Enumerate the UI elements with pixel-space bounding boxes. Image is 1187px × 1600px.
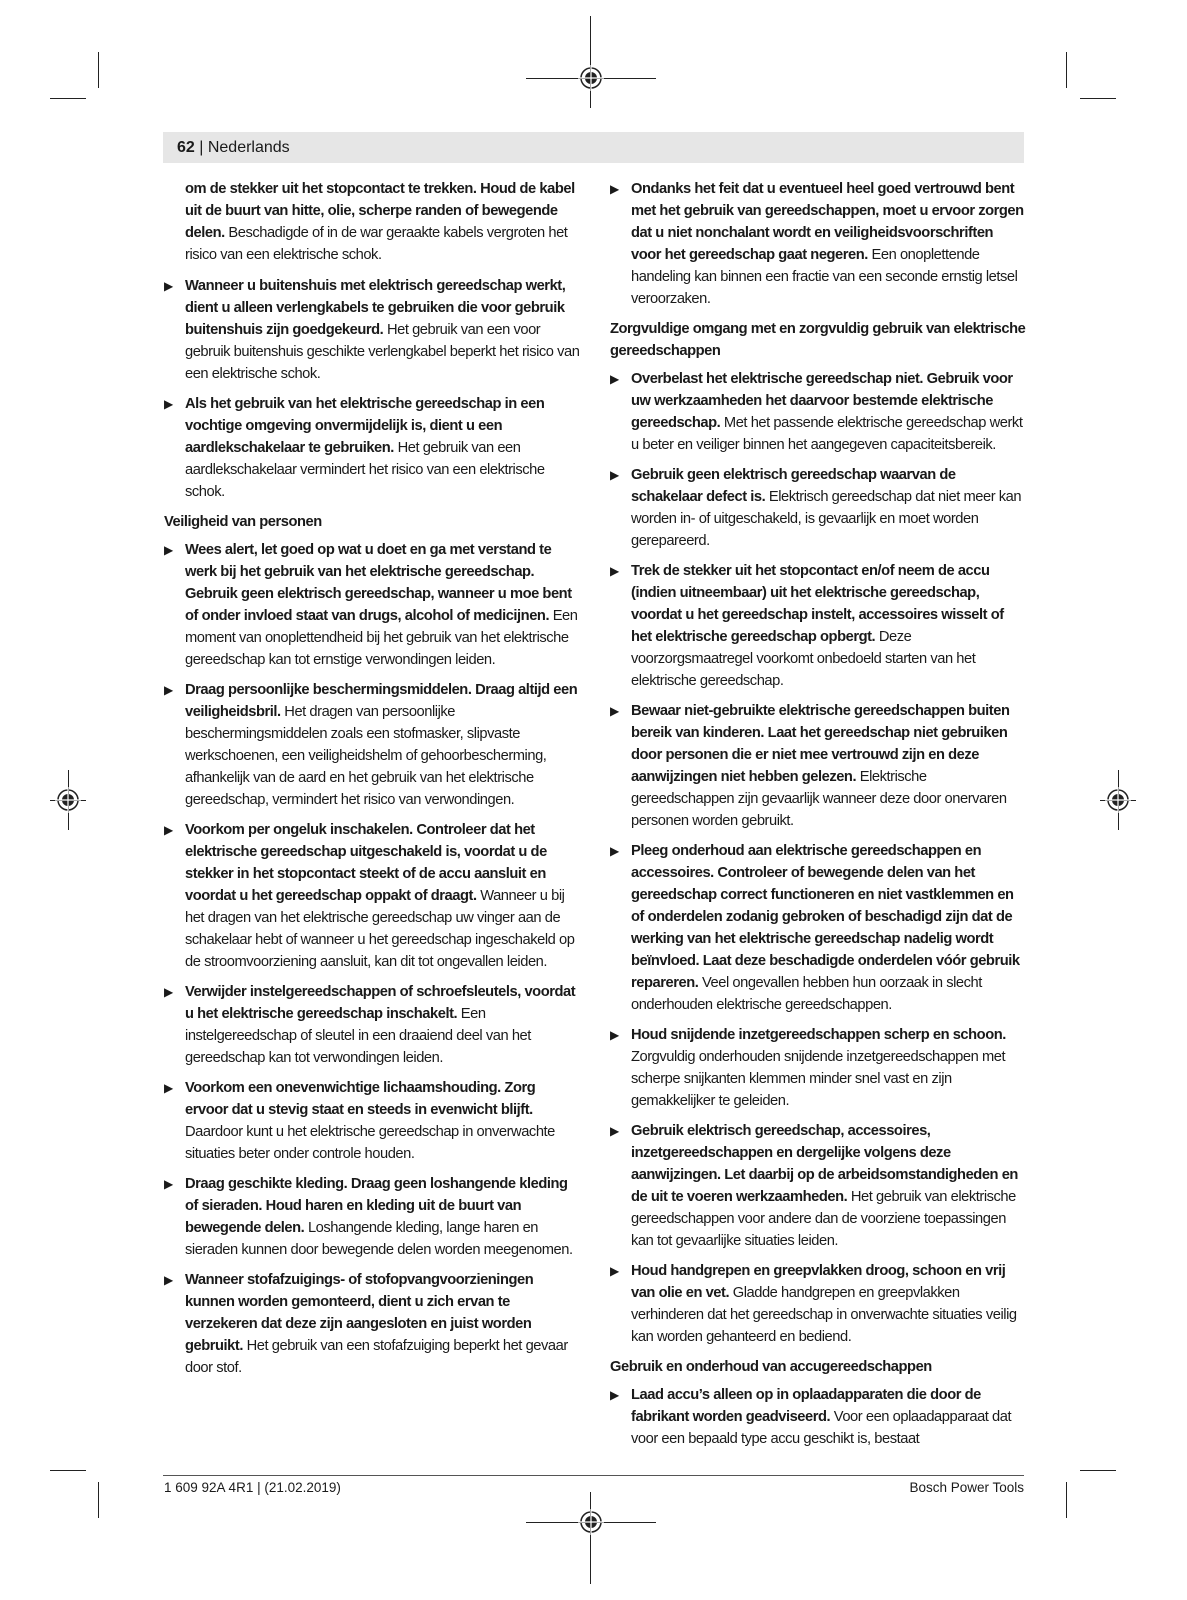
item-bold-text: Voorkom per ongeluk inschakelen. Controleer dat het elektrische gereedschap uitgeschakeld is, voordat u de stekker in het stopcontact steekt of de accu aansluit en voordat u het gereedschap oppakt of draagt. <box>185 822 547 904</box>
bullet-arrow-icon: ▶ <box>610 564 619 578</box>
bullet-arrow-icon: ▶ <box>610 844 619 858</box>
section-heading-tool-use: Zorgvuldige omgang met en zorgvuldig gebruik van elektrische gereedschappen <box>610 321 1026 359</box>
item-bold-text: Houd handgrepen en greepvlakken droog, schoon en vrij van olie en vet. <box>631 1263 1006 1301</box>
list-item <box>610 840 1026 1016</box>
registration-mark-icon <box>578 1509 604 1535</box>
crop-mark <box>590 1492 591 1584</box>
item-bold-text: Bewaar niet-gebruikte elektrische gereedschappen buiten bereik van kinderen. Laat het gereedschap niet gebruiken door personen die er niet mee vertrouwd zijn en deze aanwijzingen niet hebben gelezen. <box>631 703 1010 785</box>
bullet-arrow-icon: ▶ <box>610 372 619 386</box>
page-number: 62 <box>177 139 195 156</box>
list-item <box>164 1173 580 1261</box>
section-heading-battery-tools: Gebruik en onderhoud van accugereedschappen <box>610 1359 932 1375</box>
item-bold-text: Als het gebruik van het elektrische gereedschap in een vochtige omgeving onvermijdelijk is, dient u een aardlekschakelaar te gebruiken. <box>185 396 545 456</box>
list-item <box>610 1260 1026 1348</box>
bullet-arrow-icon: ▶ <box>164 397 173 411</box>
item-bold-text: Draag geschikte kleding. Draag geen loshangende kleding of sieraden. Houd haren en kleding uit de buurt van bewegende delen. <box>185 1176 568 1236</box>
registration-mark-icon <box>578 65 604 91</box>
header-separator: | <box>194 139 208 156</box>
crop-mark <box>1066 52 1067 88</box>
list-item <box>610 464 1026 552</box>
footer-brand: Bosch Power Tools <box>909 1480 1024 1495</box>
item-normal-text: Elektrische gereedschappen zijn gevaarlijk wanneer deze door onervaren personen worden gebruikt. <box>631 769 1007 829</box>
list-item <box>610 700 1026 832</box>
bullet-arrow-icon: ▶ <box>164 1081 173 1095</box>
bullet-arrow-icon: ▶ <box>610 1388 619 1402</box>
item-bold-text: Voorkom een onevenwichtige lichaamshouding. Zorg ervoor dat u stevig staat en steeds in evenwicht blijft. <box>185 1080 536 1118</box>
item-normal-text: Een onoplettende handeling kan binnen een fractie van een seconde ernstig letsel veroorzaken. <box>631 247 1018 307</box>
header-language: Nederlands <box>207 139 290 156</box>
bullet-arrow-icon: ▶ <box>610 1124 619 1138</box>
footer-rule <box>163 1475 1024 1476</box>
bullet-arrow-icon: ▶ <box>610 1028 619 1042</box>
registration-mark-icon <box>1105 787 1131 813</box>
intro-normal: Beschadigde of in de war geraakte kabels vergroten het risico van een elektrische schok. <box>185 225 568 263</box>
item-bold-text: Pleeg onderhoud aan elektrische gereedschappen en accessoires. Controleer of bewegende delen van het gereedschap correct functioneren en niet vastklemmen en of onderdelen zodanig gebroken of beschadigd zijn dat de werking van het elektrische gereedschap nadelig wordt beïnvloed. Laat deze beschadigde onderdelen vóór gebruik repareren. <box>631 843 1020 991</box>
item-normal-text: Met het passende elektrische gereedschap werkt u beter en veiliger binnen het aangegeven capaciteitsbereik. <box>631 415 1023 453</box>
item-bold-text: Gebruik geen elektrisch gereedschap waarvan de schakelaar defect is. <box>631 467 956 505</box>
item-normal-text: Daardoor kunt u het elektrische gereedschap in onverwachte situaties beter onder controle houden. <box>185 1124 555 1162</box>
bullet-arrow-icon: ▶ <box>164 1273 173 1287</box>
item-bold-text: Wanneer u buitenshuis met elektrisch gereedschap werkt, dient u alleen verlengkabels te gebruiken die voor gebruik buitenshuis zijn goedgekeurd. <box>185 278 566 338</box>
item-bold-text: Overbelast het elektrische gereedschap niet. Gebruik voor uw werkzaamheden het daarvoor bestemde elektrische gereedschap. <box>631 371 1013 431</box>
item-normal-text: Het gebruik van elektrische gereedschappen voor andere dan de voorziene toepassingen kan tot gevaarlijke situaties leiden. <box>631 1189 1016 1249</box>
crop-mark <box>1066 1482 1067 1518</box>
bullet-arrow-icon: ▶ <box>164 985 173 999</box>
item-normal-text: Deze voorzorgsmaatregel voorkomt onbedoeld starten van het elektrische gereedschap. <box>631 629 976 689</box>
item-bold-text: Wanneer stofafzuigings- of stofopvangvoorzieningen kunnen worden gemonteerd, dient u zich ervan te verzekeren dat deze zijn aangesloten en juist worden gebruikt. <box>185 1272 534 1354</box>
list-item <box>610 1024 1026 1112</box>
crop-mark <box>50 1470 86 1471</box>
item-bold-text: Verwijder instelgereedschappen of schroefsleutels, voordat u het elektrische gereedschap inschakelt. <box>185 984 576 1022</box>
list-item <box>610 1120 1026 1252</box>
bullet-arrow-icon: ▶ <box>610 1264 619 1278</box>
crop-mark <box>590 16 591 108</box>
section-heading-personal-safety: Veiligheid van personen <box>164 514 322 530</box>
list-item <box>164 393 580 503</box>
bullet-arrow-icon: ▶ <box>164 543 173 557</box>
list-item <box>164 1269 580 1379</box>
page-header <box>177 139 290 157</box>
item-bold-text: Gebruik elektrisch gereedschap, accessoires, inzetgereedschappen en dergelijke volgens deze aanwijzingen. Let daarbij op de arbeidsomstandigheden en de uit te voeren werkzaamheden. <box>631 1123 1018 1205</box>
item-normal-text: Loshangende kleding, lange haren en sieraden kunnen door bewegende delen worden meegenomen. <box>185 1220 573 1258</box>
left-column <box>164 178 580 1387</box>
list-item <box>610 178 1026 310</box>
item-bold-text: Draag persoonlijke beschermingsmiddelen. Draag altijd een veiligheidsbril. <box>185 682 578 720</box>
item-normal-text: Het dragen van persoonlijke beschermingsmiddelen zoals een stofmasker, slipvaste werkschoenen, een veiligheidshelm of gehoorbescherming, afhankelijk van de aard en het gebruik van het elektrische gereedschap, vermindert het risico van verwondingen. <box>185 704 547 808</box>
item-bold-text: Ondanks het feit dat u eventueel heel goed vertrouwd bent met het gebruik van gereedschappen, moet u ervoor zorgen dat u niet nonchalant wordt en veiligheidsvoorschriften voor het gereedschap gaat negeren. <box>631 181 1024 263</box>
item-normal-text: Elektrisch gereedschap dat niet meer kan worden in- of uitgeschakeld, is gevaarlijk en moet worden gerepareerd. <box>631 489 1022 549</box>
list-item <box>610 560 1026 692</box>
crop-mark <box>98 1482 99 1518</box>
list-item <box>610 368 1026 456</box>
crop-mark <box>50 98 86 99</box>
item-normal-text: Wanneer u bij het dragen van het elektrische gereedschap uw vinger aan de schakelaar hebt of wanneer u het gereedschap ingeschakeld op de stroomvoorziening aansluit, kan dit tot ongevallen leiden. <box>185 888 575 970</box>
list-item <box>164 275 580 385</box>
item-normal-text: Een moment van onoplettendheid bij het gebruik van het elektrische gereedschap kan tot ernstige verwondingen leiden. <box>185 608 578 668</box>
bullet-arrow-icon: ▶ <box>164 823 173 837</box>
item-normal-text: Een instelgereedschap of sleutel in een draaiend deel van het gereedschap kan tot verwondingen leiden. <box>185 1006 531 1066</box>
bullet-arrow-icon: ▶ <box>610 182 619 196</box>
item-normal-text: Het gebruik van een voor gebruik buitenshuis geschikte verlengkabel beperkt het risico van een elektrische schok. <box>185 322 580 382</box>
bullet-arrow-icon: ▶ <box>610 468 619 482</box>
item-normal-text: Gladde handgrepen en greepvlakken verhinderen dat het gereedschap in onverwachte situaties veilig kan worden gehanteerd en bediend. <box>631 1285 1017 1345</box>
item-normal-text: Veel ongevallen hebben hun oorzaak in slecht onderhouden elektrische gereedschappen. <box>631 975 982 1013</box>
registration-mark-icon <box>55 787 81 813</box>
list-item <box>164 679 580 811</box>
bullet-arrow-icon: ▶ <box>610 704 619 718</box>
list-item <box>164 819 580 973</box>
bullet-arrow-icon: ▶ <box>164 279 173 293</box>
bullet-arrow-icon: ▶ <box>164 683 173 697</box>
item-bold-text: Laad accu’s alleen op in oplaadapparaten die door de fabrikant worden geadviseerd. <box>631 1387 981 1425</box>
item-bold-text: Trek de stekker uit het stopcontact en/of neem de accu (indien uitneembaar) uit het elektrische gereedschap, voordat u het gereedschap instelt, accessoires wisselt of het elektrische gereedschap opbergt. <box>631 563 1004 645</box>
page-header-bar <box>163 132 1024 163</box>
item-normal-text: Voor een oplaadapparaat dat voor een bepaald type accu geschikt is, bestaat <box>631 1409 1012 1447</box>
bullet-arrow-icon: ▶ <box>164 1177 173 1191</box>
list-item <box>164 1077 580 1165</box>
footer-document-id: 1 609 92A 4R1 | (21.02.2019) <box>164 1480 341 1495</box>
list-item <box>164 539 580 671</box>
item-normal-text: Zorgvuldig onderhouden snijdende inzetgereedschappen met scherpe snijkanten klemmen minder snel vast en zijn gemakkelijker te geleiden. <box>631 1049 1006 1109</box>
crop-mark <box>98 52 99 88</box>
item-bold-text: Houd snijdende inzetgereedschappen scherp en schoon. <box>631 1027 1006 1043</box>
item-bold-text: Wees alert, let goed op wat u doet en ga met verstand te werk bij het gebruik van het elektrische gereedschap. Gebruik geen elektrisch gereedschap, wanneer u moe bent of onder invloed staat van drugs, alcohol of medicijnen. <box>185 542 572 624</box>
intro-paragraph <box>164 178 580 266</box>
crop-mark <box>1080 1470 1116 1471</box>
list-item <box>164 981 580 1069</box>
crop-mark <box>1080 98 1116 99</box>
item-normal-text: Het gebruik van een aardlekschakelaar vermindert het risico van een elektrische schok. <box>185 440 545 500</box>
right-column <box>610 178 1026 1458</box>
list-item <box>610 1384 1026 1450</box>
item-normal-text: Het gebruik van een stofafzuiging beperkt het gevaar door stof. <box>185 1338 568 1376</box>
intro-bold: om de stekker uit het stopcontact te trekken. Houd de kabel uit de buurt van hitte, olie, scherpe randen of bewegende delen. <box>185 181 575 241</box>
